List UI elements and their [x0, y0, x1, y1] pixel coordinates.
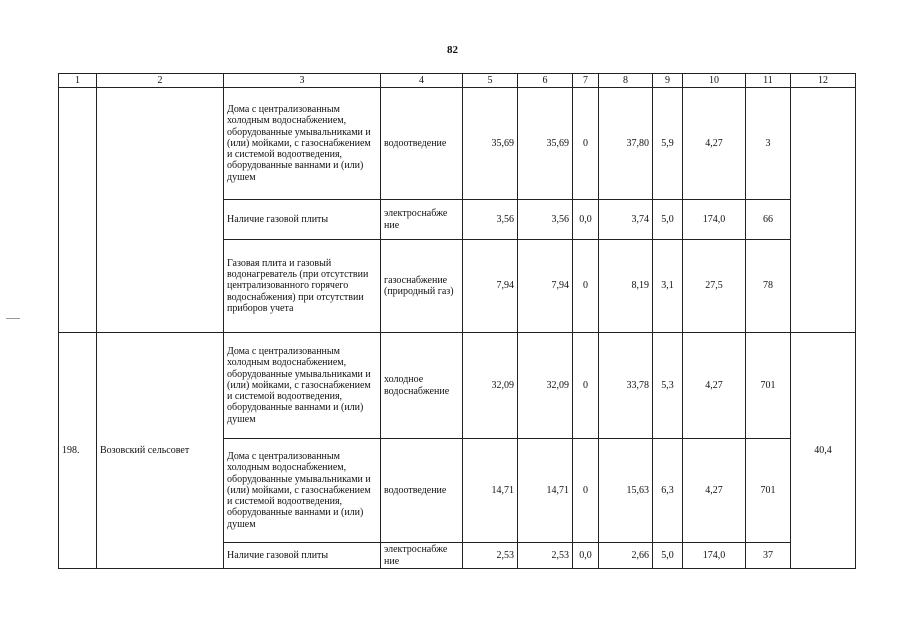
service-cell: холодное водоснабжение [381, 333, 463, 439]
value-cell: 701 [746, 333, 791, 439]
value-cell: 0,0 [573, 200, 599, 240]
settlement-cell-empty [97, 88, 224, 333]
settlement-name: Возовский сельсовет [97, 333, 224, 569]
value-cell: 14,71 [518, 439, 573, 543]
description-cell: Дома с централизованным холодным водоснабжением, оборудованные умывальниками и (или) мойками, с газоснабжением и системой водоотведения, оборудованные ваннами и (или) душем [224, 333, 381, 439]
column-header: 1 [59, 74, 97, 88]
value-cell: 701 [746, 439, 791, 543]
column-header: 9 [653, 74, 683, 88]
value-cell: 3,56 [518, 200, 573, 240]
column-header: 5 [463, 74, 518, 88]
value-cell: 4,27 [683, 439, 746, 543]
value-cell: 0 [573, 240, 599, 333]
value-cell: 35,69 [463, 88, 518, 200]
page-number: 82 [447, 44, 458, 56]
column-header: 12 [791, 74, 856, 88]
value-cell: 0 [573, 88, 599, 200]
value-cell: 3,1 [653, 240, 683, 333]
value-cell: 0,0 [573, 543, 599, 569]
value-cell: 174,0 [683, 200, 746, 240]
column-header: 2 [97, 74, 224, 88]
value-cell: 15,63 [599, 439, 653, 543]
service-cell: газоснабжение (природный газ) [381, 240, 463, 333]
value-cell: 5,0 [653, 543, 683, 569]
value-cell: 5,9 [653, 88, 683, 200]
value-cell: 4,27 [683, 88, 746, 200]
row-index: 198. [59, 333, 97, 569]
value-cell: 14,71 [463, 439, 518, 543]
column-header: 10 [683, 74, 746, 88]
header-row [59, 74, 856, 88]
column-header: 7 [573, 74, 599, 88]
column12-cell-empty [791, 88, 856, 333]
column-header: 11 [746, 74, 791, 88]
value-cell: 2,66 [599, 543, 653, 569]
value-cell: 5,0 [653, 200, 683, 240]
value-cell: 0 [573, 439, 599, 543]
table-row [59, 88, 856, 200]
value-cell: 174,0 [683, 543, 746, 569]
value-cell: 2,53 [463, 543, 518, 569]
column-header: 3 [224, 74, 381, 88]
value-cell: 33,78 [599, 333, 653, 439]
service-cell: водоотведение [381, 88, 463, 200]
margin-mark [6, 318, 20, 319]
value-cell: 5,3 [653, 333, 683, 439]
column-header: 8 [599, 74, 653, 88]
value-cell: 0 [573, 333, 599, 439]
column-header: 4 [381, 74, 463, 88]
description-cell: Наличие газовой плиты [224, 200, 381, 240]
value-cell: 3 [746, 88, 791, 200]
value-cell: 7,94 [463, 240, 518, 333]
value-cell: 4,27 [683, 333, 746, 439]
value-cell: 35,69 [518, 88, 573, 200]
service-cell: электроснабже ние [381, 543, 463, 569]
value-cell: 3,56 [463, 200, 518, 240]
tariff-table [58, 73, 856, 569]
index-cell-empty [59, 88, 97, 333]
description-cell: Наличие газовой плиты [224, 543, 381, 569]
service-cell: электроснабже ние [381, 200, 463, 240]
value-cell: 66 [746, 200, 791, 240]
value-cell: 6,3 [653, 439, 683, 543]
table-row [59, 333, 856, 439]
service-cell: водоотведение [381, 439, 463, 543]
value-cell: 3,74 [599, 200, 653, 240]
value-cell: 78 [746, 240, 791, 333]
value-cell: 8,19 [599, 240, 653, 333]
description-cell: Газовая плита и газовый водонагреватель (при отсутствии централизованного горячего водоснабжения) при отсутствии приборов учета [224, 240, 381, 333]
value-cell: 7,94 [518, 240, 573, 333]
value-cell: 37,80 [599, 88, 653, 200]
description-cell: Дома с централизованным холодным водоснабжением, оборудованные умывальниками и (или) мойками, с газоснабжением и системой водоотведения, оборудованные ваннами и (или) душем [224, 439, 381, 543]
value-cell: 32,09 [463, 333, 518, 439]
description-cell: Дома с централизованным холодным водоснабжением, оборудованные умывальниками и (или) мойками, с газоснабжением и системой водоотведения, оборудованные ваннами и (или) душем [224, 88, 381, 200]
column12-value: 40,4 [791, 333, 856, 569]
column-header: 6 [518, 74, 573, 88]
value-cell: 27,5 [683, 240, 746, 333]
value-cell: 32,09 [518, 333, 573, 439]
value-cell: 37 [746, 543, 791, 569]
value-cell: 2,53 [518, 543, 573, 569]
